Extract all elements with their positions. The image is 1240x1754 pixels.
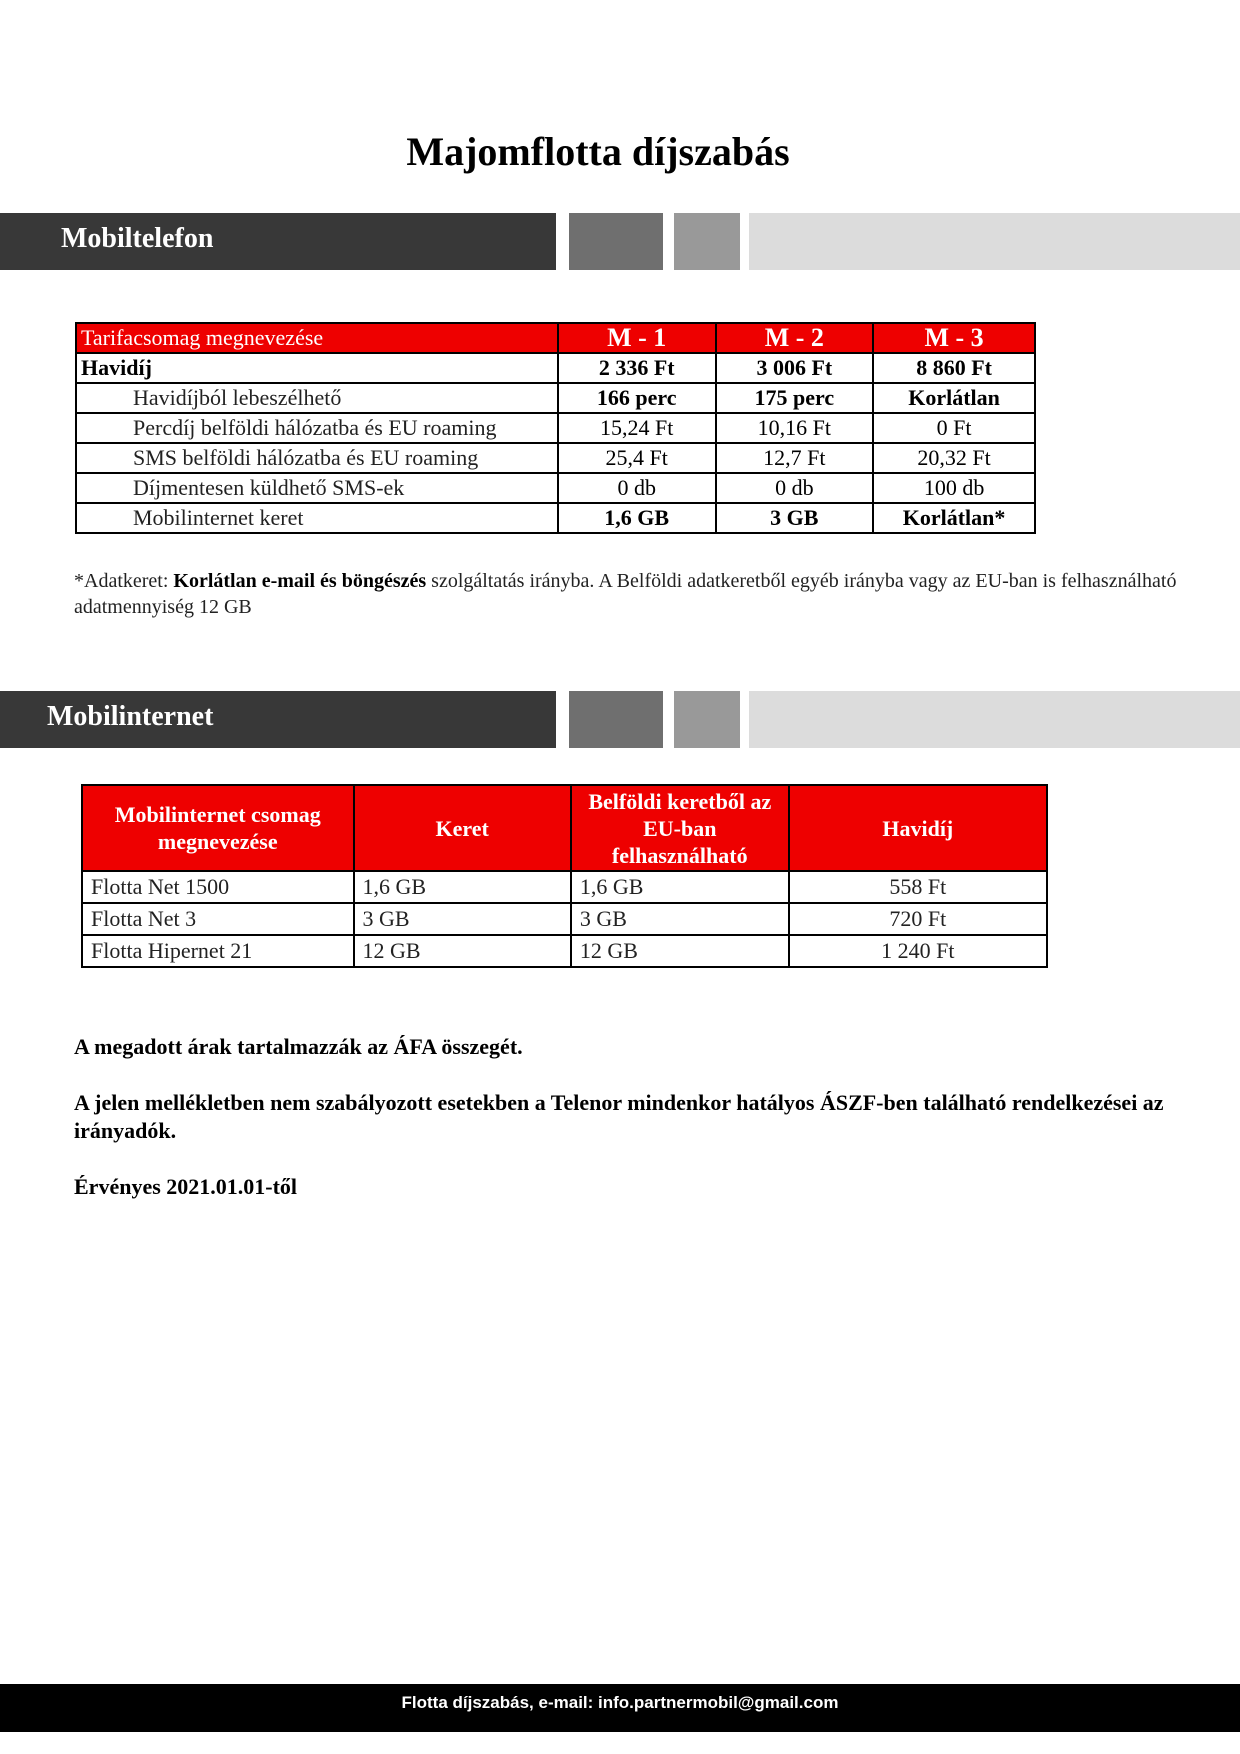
table-cell: 0 db bbox=[558, 473, 716, 503]
section-header-mobilinternet bbox=[0, 691, 1240, 748]
row-label: Percdíj belföldi hálózatba és EU roaming bbox=[76, 413, 558, 443]
table-cell: Korlátlan bbox=[873, 383, 1035, 413]
table-row bbox=[76, 413, 1035, 443]
table-cell: 1 240 Ft bbox=[789, 935, 1047, 967]
table-cell: 12 GB bbox=[354, 935, 571, 967]
decorative-block bbox=[674, 213, 740, 270]
table-cell: 166 perc bbox=[558, 383, 716, 413]
header-cell: Mobilinternet csomag megnevezése bbox=[82, 785, 354, 871]
table-cell: 25,4 Ft bbox=[558, 443, 716, 473]
note-bold: Korlátlan e-mail és böngészés bbox=[173, 570, 427, 592]
table-cell: Flotta Hipernet 21 bbox=[82, 935, 354, 967]
header-cell: M - 1 bbox=[558, 323, 716, 353]
table-cell: 0 Ft bbox=[873, 413, 1035, 443]
row-label: SMS belföldi hálózatba és EU roaming bbox=[76, 443, 558, 473]
table-row bbox=[76, 353, 1035, 383]
table-cell: 8 860 Ft bbox=[873, 353, 1035, 383]
table-cell: 10,16 Ft bbox=[716, 413, 874, 443]
table-cell: 100 db bbox=[873, 473, 1035, 503]
decorative-block bbox=[674, 691, 740, 748]
table-cell: 558 Ft bbox=[789, 871, 1047, 903]
table-cell: 12,7 Ft bbox=[716, 443, 874, 473]
header-cell: M - 2 bbox=[716, 323, 874, 353]
table-cell: 175 perc bbox=[716, 383, 874, 413]
table-cell: 3 GB bbox=[716, 503, 874, 533]
table-cell: Korlátlan* bbox=[873, 503, 1035, 533]
table-header-row bbox=[76, 323, 1035, 353]
mobile-internet-table bbox=[81, 784, 1048, 968]
table-cell: Flotta Net 1500 bbox=[82, 871, 354, 903]
header-cell: Keret bbox=[354, 785, 571, 871]
table-cell: 720 Ft bbox=[789, 903, 1047, 935]
decorative-block bbox=[749, 691, 1240, 748]
validity-notice: Érvényes 2021.01.01-től bbox=[74, 1174, 298, 1199]
table-cell: 12 GB bbox=[571, 935, 789, 967]
table-cell: 0 db bbox=[716, 473, 874, 503]
decorative-block bbox=[569, 213, 663, 270]
decorative-block bbox=[569, 691, 663, 748]
table-cell: 1,6 GB bbox=[558, 503, 716, 533]
footer: Flotta díjszabás, e-mail: info.partnermobil@gmail.com bbox=[0, 1684, 1240, 1732]
table-row bbox=[76, 443, 1035, 473]
table-cell: 1,6 GB bbox=[571, 871, 789, 903]
table-cell: 2 336 Ft bbox=[558, 353, 716, 383]
section-heading: Mobilinternet bbox=[47, 701, 214, 732]
table-row bbox=[82, 935, 1047, 967]
row-label: Havidíjból lebeszélhető bbox=[76, 383, 558, 413]
table-row bbox=[76, 503, 1035, 533]
note-suffix: szolgáltatás irányba. A Belföldi adatkeretből egyéb irányba vagy az EU-ban is felhasználható adatmennyiség 12 GB bbox=[74, 570, 1177, 618]
row-label: Díjmentesen küldhető SMS-ek bbox=[76, 473, 558, 503]
table-row bbox=[82, 903, 1047, 935]
row-label: Havidíj bbox=[76, 353, 558, 383]
note-prefix: *Adatkeret: bbox=[74, 570, 174, 592]
tariff-table bbox=[75, 322, 1036, 534]
section-heading: Mobiltelefon bbox=[61, 223, 214, 254]
table-row bbox=[76, 473, 1035, 503]
table-cell: 3 006 Ft bbox=[716, 353, 874, 383]
section-header-mobiltelefon bbox=[0, 213, 1240, 270]
data-allowance-note bbox=[74, 568, 1184, 620]
row-label: Mobilinternet keret bbox=[76, 503, 558, 533]
vat-notice: A megadott árak tartalmazzák az ÁFA összegét. bbox=[74, 1034, 523, 1059]
table-header-row bbox=[82, 785, 1047, 871]
table-cell: 3 GB bbox=[571, 903, 789, 935]
terms-notice: A jelen mellékletben nem szabályozott esetekben a Telenor mindenkor hatályos ÁSZF-ben található rendelkezései az irányadók. bbox=[74, 1090, 1164, 1143]
table-cell: Flotta Net 3 bbox=[82, 903, 354, 935]
table-row bbox=[76, 383, 1035, 413]
table-cell: 20,32 Ft bbox=[873, 443, 1035, 473]
section-header-bar bbox=[0, 213, 556, 270]
page-title: Majomflotta díjszabás bbox=[406, 129, 790, 174]
table-row bbox=[82, 871, 1047, 903]
table-cell: 3 GB bbox=[354, 903, 571, 935]
table-cell: 1,6 GB bbox=[354, 871, 571, 903]
decorative-block bbox=[749, 213, 1240, 270]
header-cell: Tarifacsomag megnevezése bbox=[76, 323, 558, 353]
header-cell: M - 3 bbox=[873, 323, 1035, 353]
header-cell: Belföldi keretből az EU-ban felhasználható bbox=[571, 785, 789, 871]
table-cell: 15,24 Ft bbox=[558, 413, 716, 443]
header-cell: Havidíj bbox=[789, 785, 1047, 871]
section-header-bar bbox=[0, 691, 556, 748]
